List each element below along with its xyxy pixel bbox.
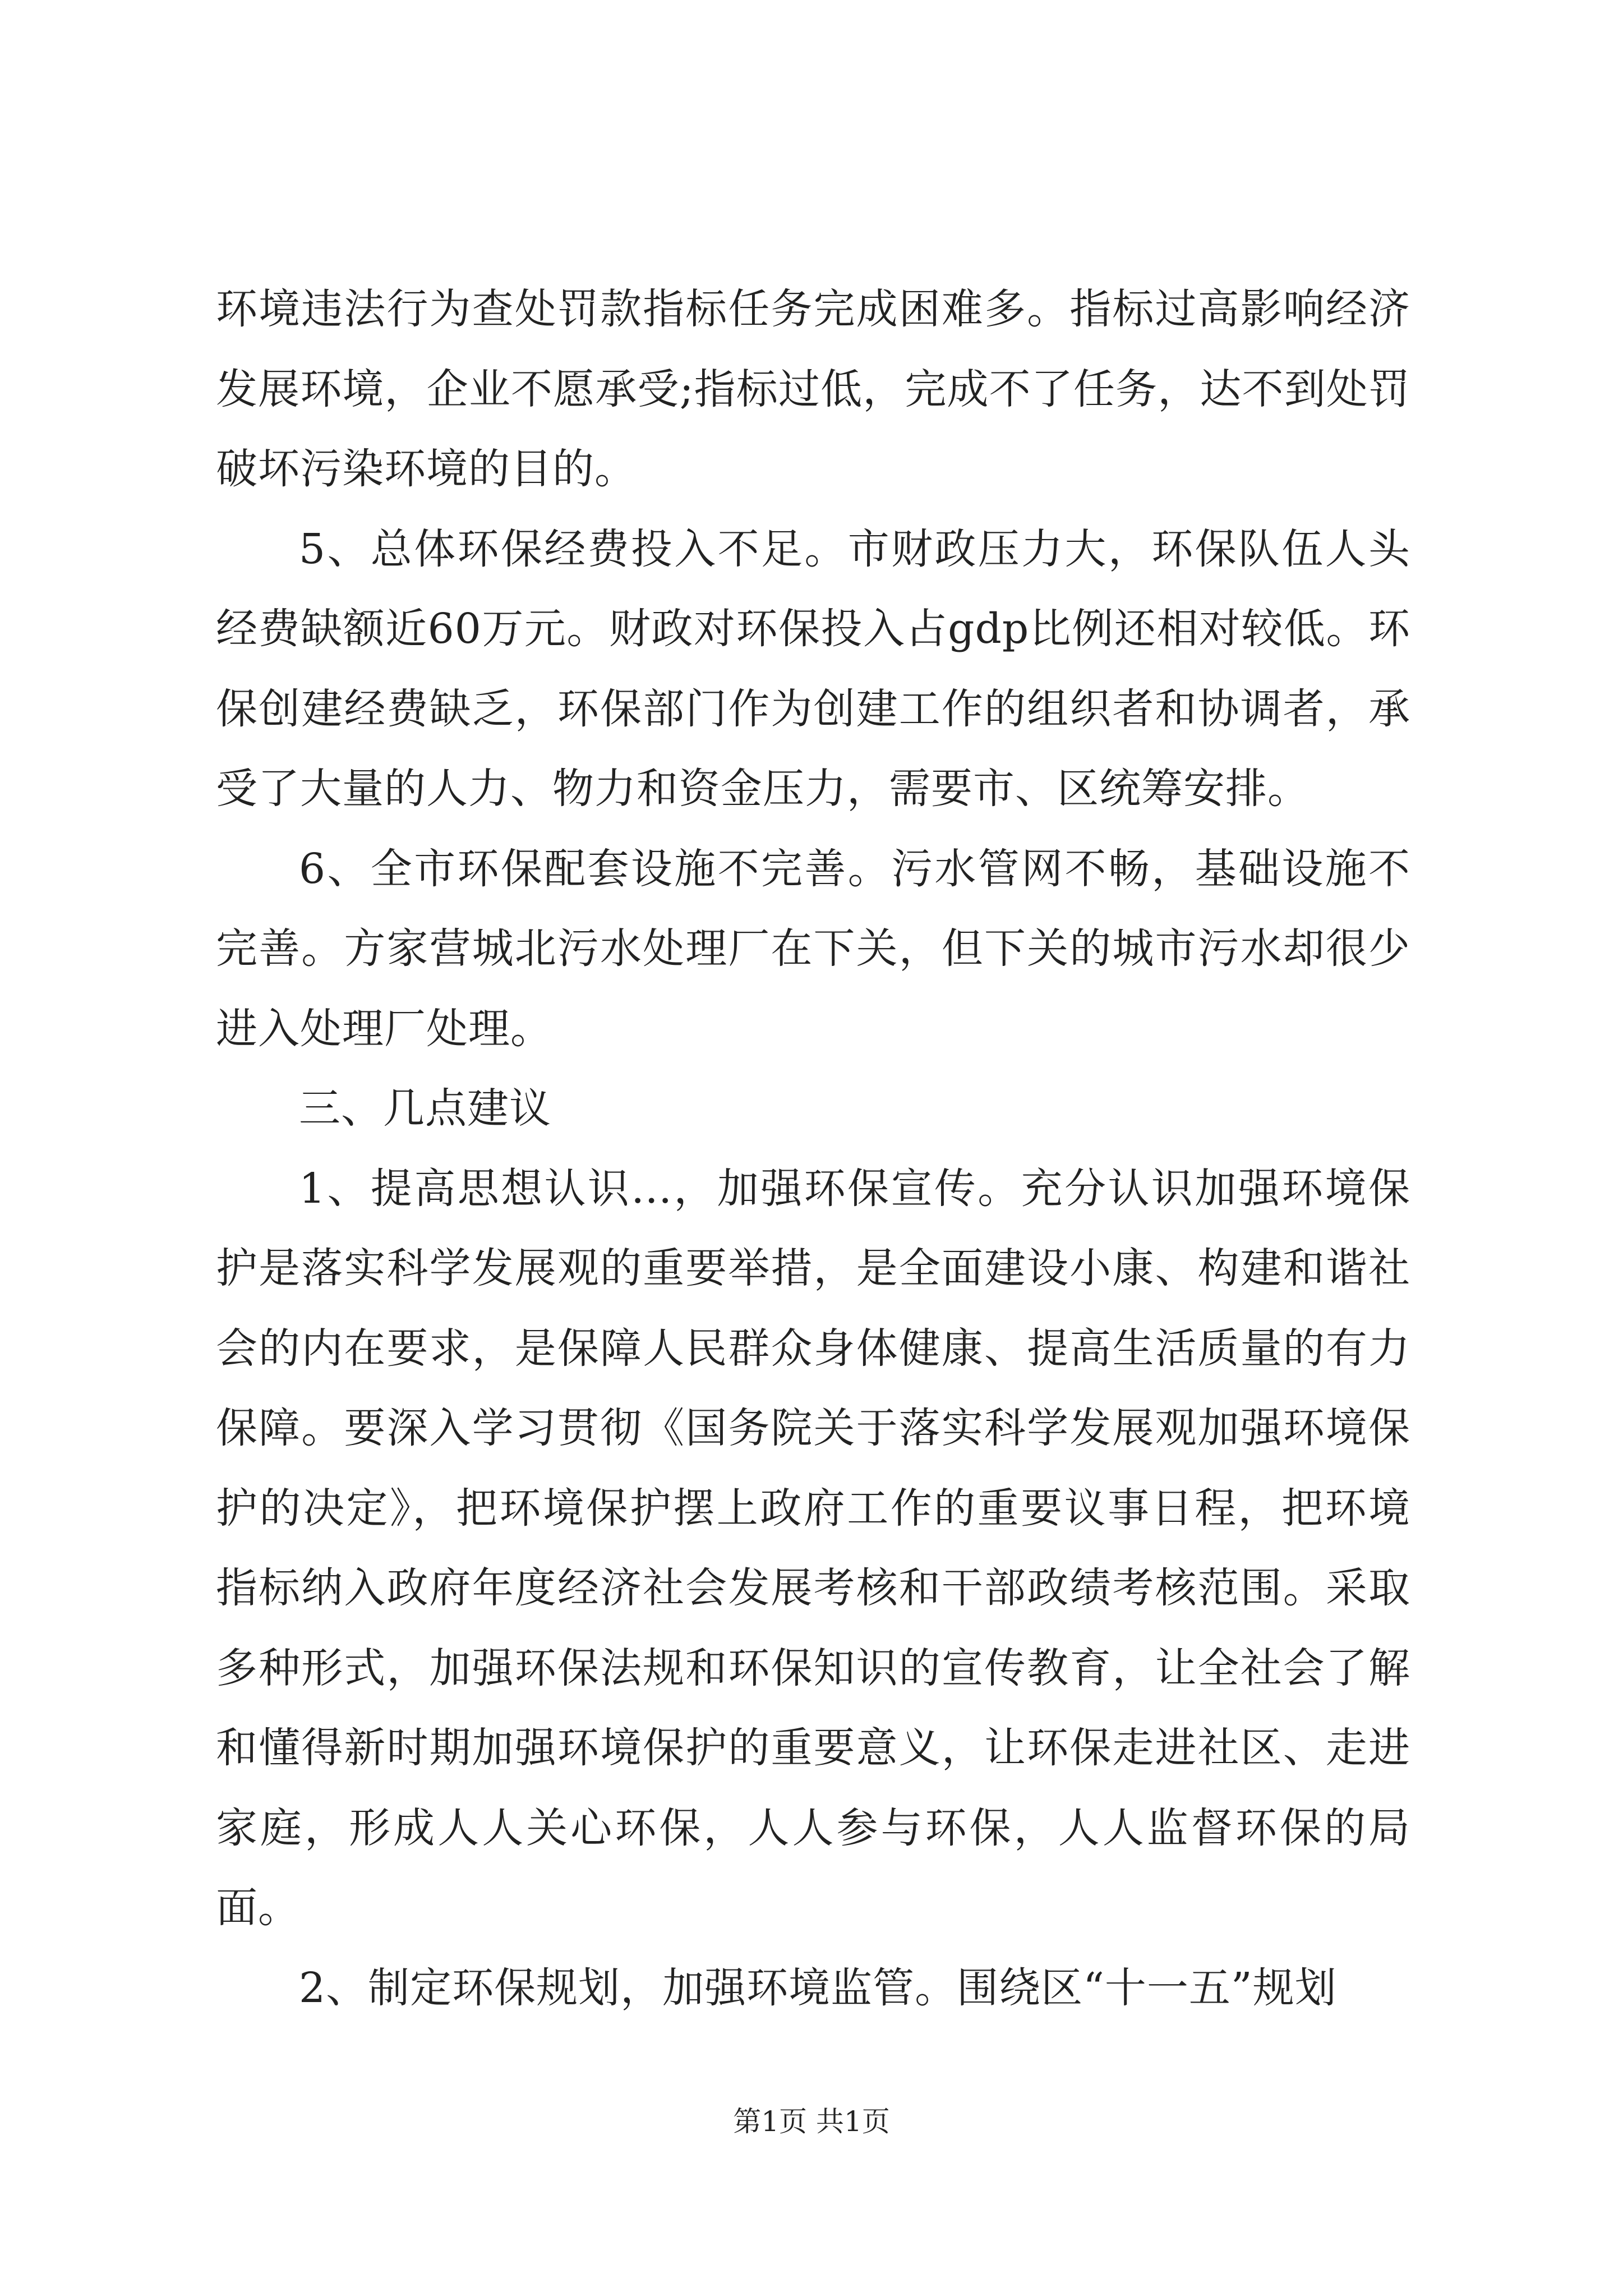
paragraph-suggestion-1: 1、提高思想认识...，加强环保宣传。充分认识加强环境保护是落实科学发展观的重要举措，是全面建设小康、构建和谐社会的内在要求，是保障人民群众身体健康、提高生活质量的有力保障。要深入学习贯彻《国务院关于落实科学发展观加强环境保护的决定》，把环境保护摆上政府工作的重要议事日程，把环境指标纳入政府年度经济社会发展考核和干部政绩考核范围。采取多种形式，加强环保法规和环保知识的宣传教育，让全社会了解和懂得新时期加强环境保护的重要意义，让环保走进社区、走进家庭，形成人人关心环保，人人参与环保，人人监督环保的局面。 [216, 1164, 1410, 1932]
paragraph-item-5: 5、总体环保经费投入不足。市财政压力大，环保队伍人头经费缺额近60万元。财政对环保投入占gdp比例还相对较低。环保创建经费缺乏，环保部门作为创建工作的组织者和协调者，承受了大量的人力、物力和资金压力，需要市、区统筹安排。 [216, 524, 1410, 813]
paragraph-item-6: 6、全市环保配套设施不完善。污水管网不畅，基础设施不完善。方家营城北污水处理厂在下关，但下关的城市污水却很少进入处理厂处理。 [216, 844, 1410, 1053]
paragraph-suggestion-2: 2、制定环保规划，加强环境监管。围绕区“十一五”规划 [299, 1963, 1337, 2012]
section-heading-suggestions: 三、几点建议 [299, 1084, 551, 1133]
page-number-footer: 第1页 共1页 [733, 2105, 890, 2138]
paragraph-continuation: 环境违法行为查处罚款指标任务完成困难多。指标过高影响经济发展环境，企业不愿承受;指标过低，完成不了任务，达不到处罚破坏污染环境的目的。 [216, 285, 1410, 493]
document-body [216, 269, 1410, 2028]
